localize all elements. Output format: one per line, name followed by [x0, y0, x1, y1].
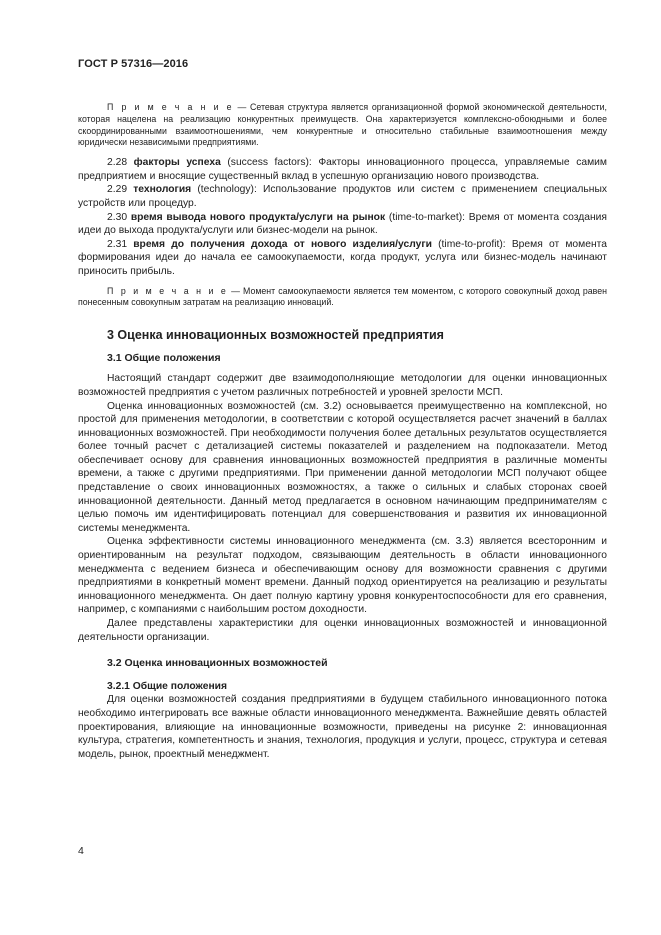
term-name: время до получения дохода от нового изделия/услуги: [133, 238, 432, 250]
subsection-heading: 3.2 Оценка инновационных возможностей: [107, 657, 328, 670]
note-paragraph: [78, 286, 607, 310]
term-text: (technology): Использование продуктов или систем с применением специальных устройств или процедур.: [78, 184, 608, 209]
term-definition: [78, 156, 607, 183]
page-content: [78, 102, 607, 761]
subsubsection-heading: 3.2.1 Общие положения: [107, 680, 227, 692]
term-name: время вывода нового продукта/услуги на рынок: [130, 211, 386, 223]
body-paragraph: Для оценки возможностей создания предприятиями в будущем стабильного инновационного потока необходимо интегрировать все важные области инновационного менеджмента. Важнейшие девять областей проектирования, влияющие на инновационные возможности, приведены на рисунке 2: инновационная культура, стратегия, компетентность и знания, технология, продукция и услуги, процесс, структура и сетевая модель, рынок, проектный менеджмент.: [78, 694, 607, 760]
term-number: 2.29: [107, 184, 134, 196]
body-paragraph: Оценка инновационных возможностей (см. 3.2) основывается преимущественно на комплексной, но простой для применения методологии, в соответствии с которой осуществляется расчет значений в баллах инновационных возможностей. При необходимости получения более детальных результатов осуществляется более точный расчет с детализацией системы показателей и разделением на подпоказатели. Метод обеспечивает основу для сравнения инновационных возможностей предприятия в различные моменты времени, а также с другими предприятиями. При применении данной методологии МСП получают общее представление о своих инновационных возможностях, а также о сильных и слабых сторонах своей инновационной деятельности. Данный метод предлагается в основном начинающим предпринимателям с целью помочь им идентифицировать потенциал для совершенствования и развития их инновационной системы менеджмента.: [78, 400, 607, 534]
term-text: (success factors): Факторы инновационного процесса, управляемые самим предприятием и вносящие существенный вклад в успешную организацию нового производства.: [78, 157, 607, 182]
term-number: 2.30: [107, 211, 131, 223]
term-number: 2.28: [107, 157, 134, 169]
note-paragraph: [78, 102, 607, 149]
term-text: (time-to-market): Время от момента создания идеи до выхода продукта/услуги или бизнес-модели на рынок.: [78, 211, 607, 237]
term-definition: [78, 238, 607, 279]
document-header: ГОСТ Р 57316—2016: [78, 58, 189, 70]
term-name: факторы успеха: [133, 157, 221, 169]
page-number: 4: [78, 845, 84, 857]
section-heading: 3 Оценка инновационных возможностей предприятия: [107, 328, 444, 343]
subsection-heading: 3.1 Общие положения: [107, 351, 221, 364]
body-paragraph: Далее представлены характеристики для оценки инновационных возможностей и инновационной деятельности организации.: [78, 618, 607, 643]
body-paragraph: Оценка эффективности системы инновационного менеджмента (см. 3.3) является всесторонним и ориентированным на результат подходом, связывающим деятельность в области инновационного менеджмента с ведением бизнеса и обеспечивающим основу для возможности сравнения с другими предприятиями в конкретный момент времени. Данный подход ориентируется на реализацию и результаты инновационного менеджмента. Он дает полную картину уровня конкурентоспособности для его сравнения, например, с компаниями с наибольшим ростом доходности.: [78, 536, 607, 616]
term-name: технология: [133, 184, 192, 196]
note-text: — Сетевая структура является организационной формой экономической деятельности, которая нацелена на реализацию конкурентных преимуществ. Она характеризуется комплексно-обоюдными и более скоординированными взаимоотношениями, чем конкурентные и относительно стабильные взаимоотношения между юридически независимыми предприятиями.: [78, 102, 607, 148]
term-text: (time-to-profit): Время от момента формирования идеи до начала ее самоокупаемости, когда продукт, услуга или бизнес-модель начинают приносить прибыль.: [78, 238, 607, 277]
note-label: П р и м е ч а н и е: [107, 285, 228, 296]
note-text: — Момент самоокупаемости является тем моментом, с которого совокупный доход равен понесенным совокупным затратам на реализацию инноваций.: [78, 285, 607, 308]
term-definition: [78, 211, 607, 238]
term-definition: [78, 183, 607, 210]
term-number: 2.31: [107, 238, 134, 250]
body-paragraph: Настоящий стандарт содержит две взаимодополняющие методологии для оценки инновационных возможностей предприятия с учетом различных потребностей и уровней зрелости МСП.: [78, 373, 607, 398]
note-label: П р и м е ч а н и е: [107, 102, 234, 112]
